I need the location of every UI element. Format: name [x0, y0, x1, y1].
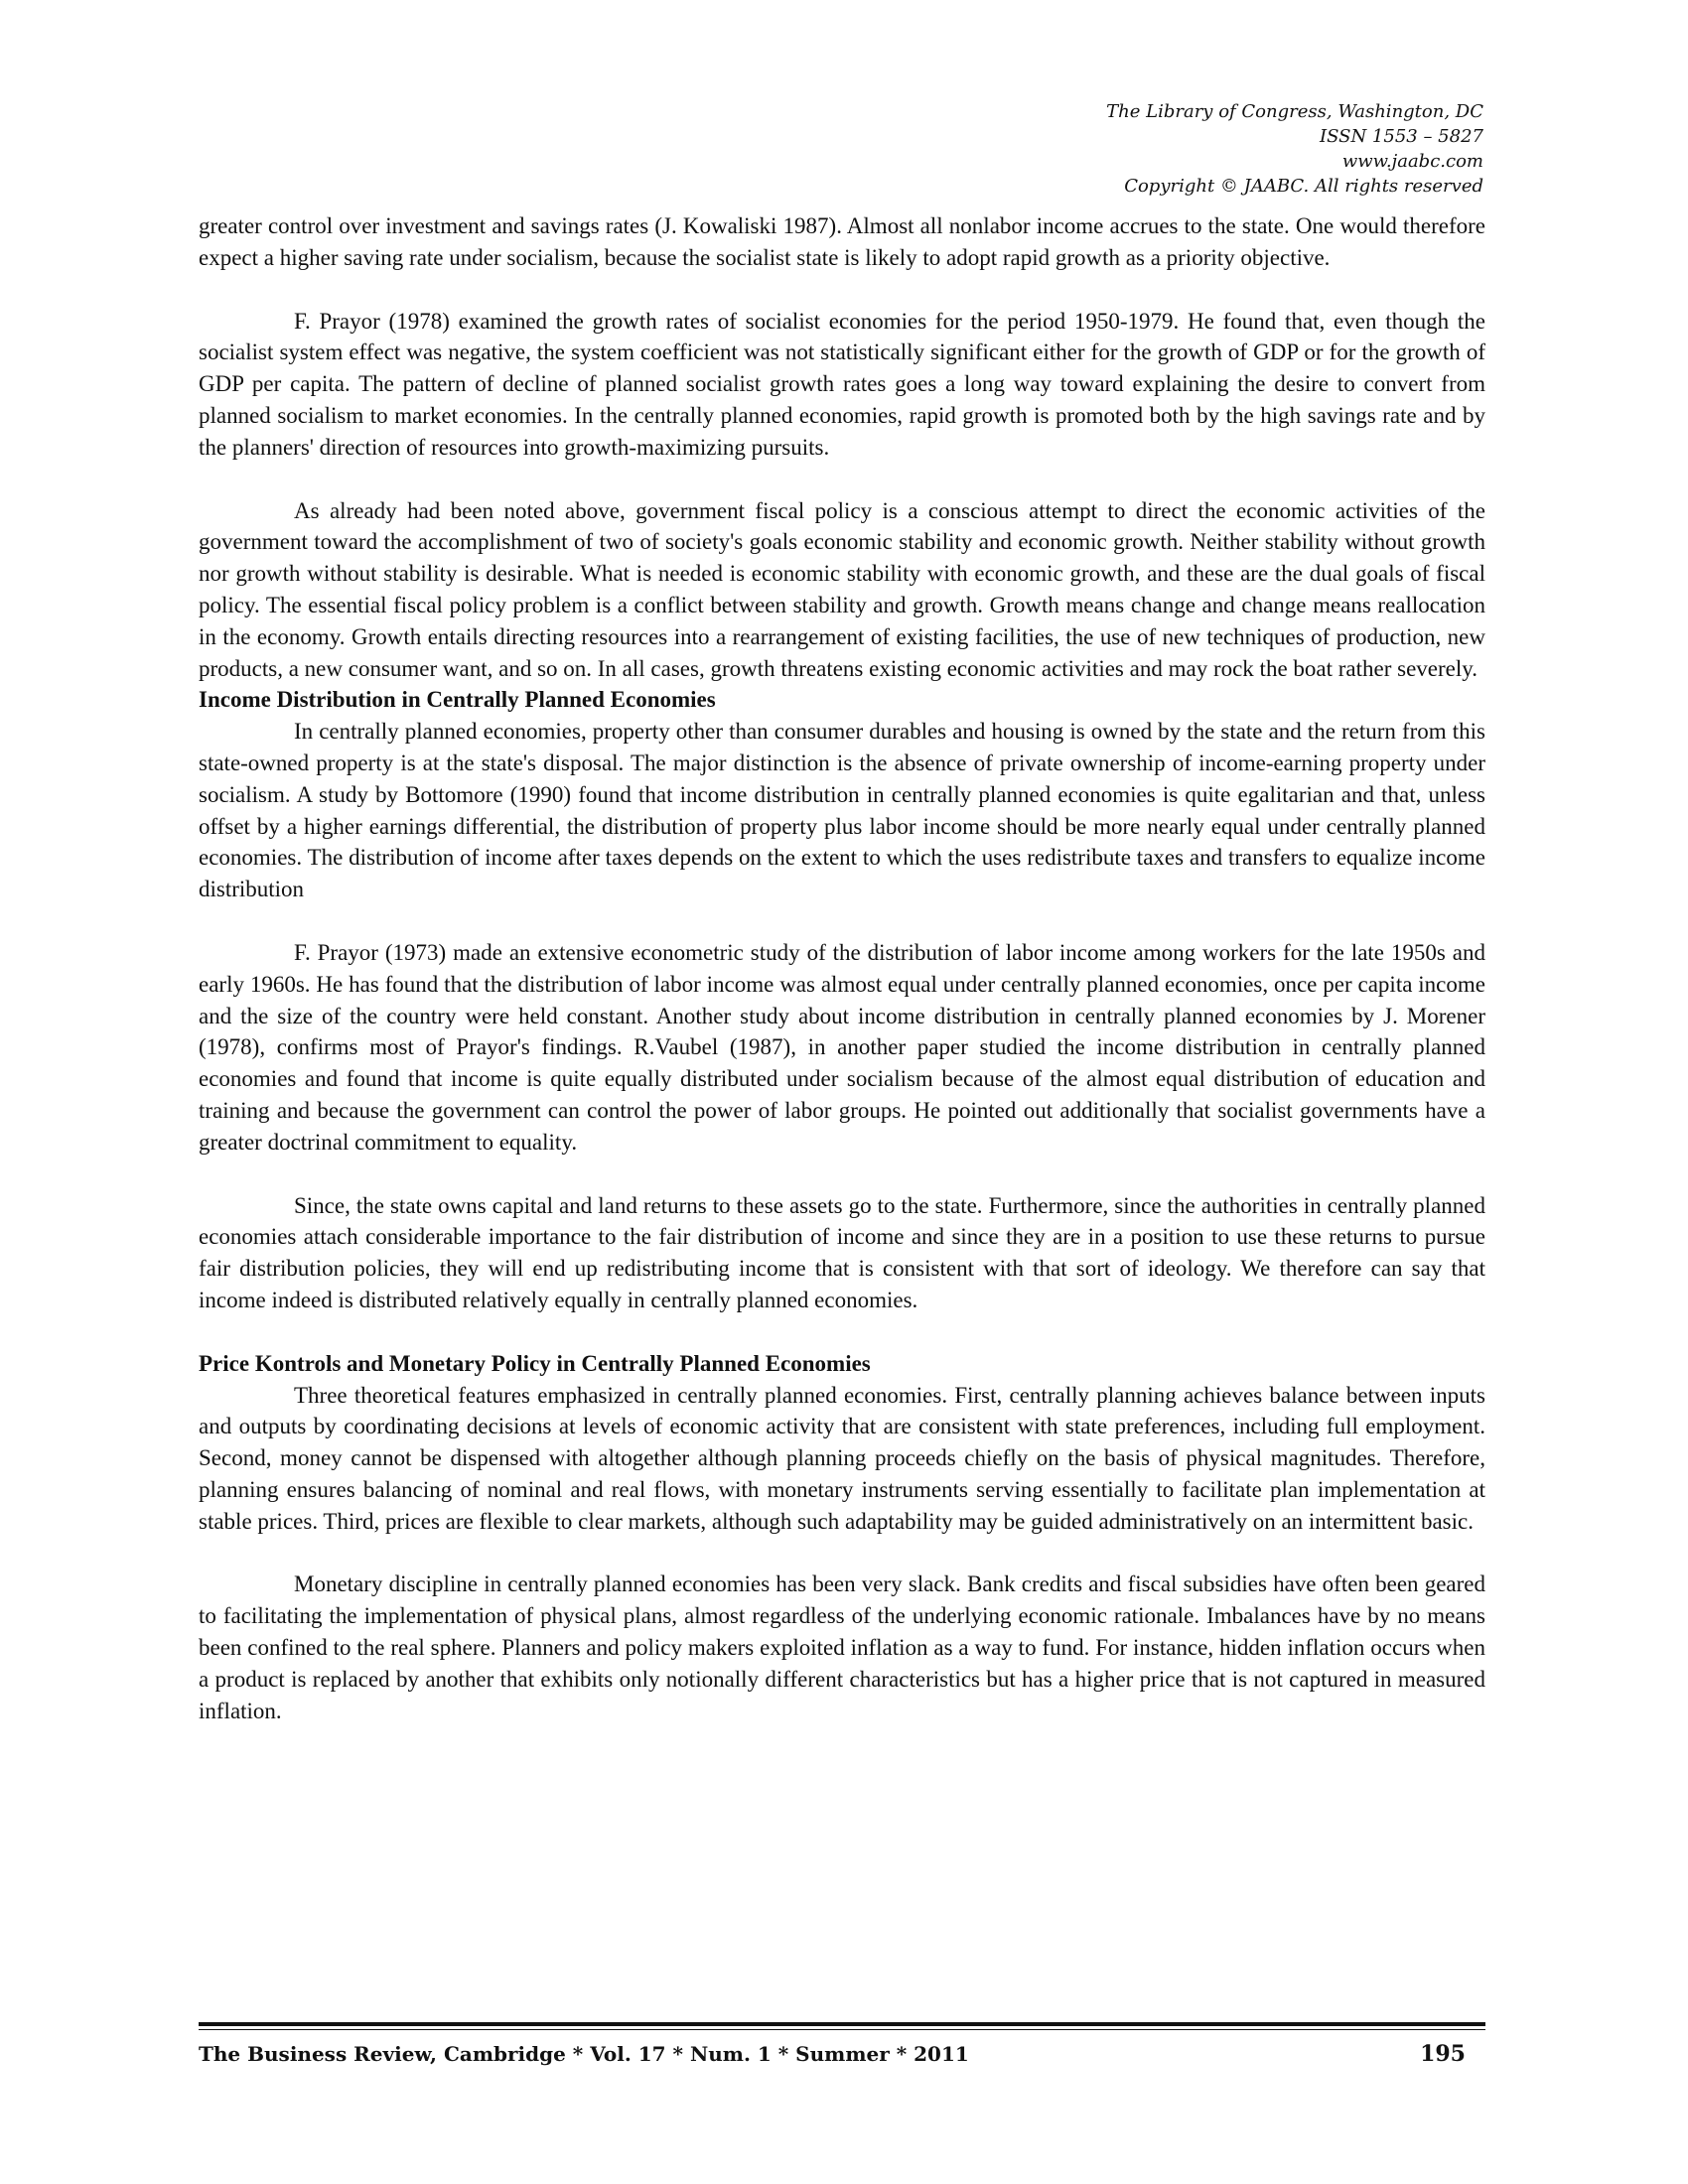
section-heading: Income Distribution in Centrally Planned Economies: [199, 687, 716, 713]
paragraph: F. Prayor (1978) examined the growth rates of socialist economies for the period 1950-1979. He found that, even though the socialist system effect was negative, the system coefficient was not statistically significant either for the growth of GDP or for the growth of GDP per capita. The pattern of decline of planned socialist growth rates goes a long way toward explaining the desire to convert from planned socialism to market economies. In the centrally planned economies, rapid growth is promoted both by the high savings rate and by the planners' direction of resources into growth-maximizing pursuits.: [199, 308, 1485, 460]
section-heading: Price Kontrols and Monetary Policy in Centrally Planned Economies: [199, 1350, 871, 1376]
page-number: 195: [1420, 2041, 1466, 2067]
article-body: [199, 210, 1485, 1726]
page-footer: [199, 2041, 1485, 2067]
journal-header: [1106, 99, 1483, 199]
header-line-2: ISSN 1553 – 5827: [1320, 126, 1483, 147]
paragraph: Monetary discipline in centrally planned economies has been very slack. Bank credits and fiscal subsidies have often been geared to facilitating the implementation of physical plans, almost regardless of the underlying economic rationale. Imbalances have by no means been confined to the real sphere. Planners and policy makers exploited inflation as a way to fund. For instance, hidden inflation occurs when a product is replaced by another that exhibits only notionally different characteristics but has a higher price that is not captured in measured inflation.: [199, 1571, 1485, 1723]
header-line-1: The Library of Congress, Washington, DC: [1106, 101, 1483, 122]
footer-rule: [199, 2022, 1485, 2030]
paragraph: greater control over investment and savings rates (J. Kowaliski 1987). Almost all nonlabor income accrues to the state. One would therefore expect a higher saving rate under socialism, because the socialist state is likely to adopt rapid growth as a priority objective.: [199, 213, 1485, 270]
header-line-4: Copyright © JAABC. All rights reserved: [1124, 176, 1483, 197]
paragraph: Three theoretical features emphasized in centrally planned economies. First, centrally planning achieves balance between inputs and outputs by coordinating decisions at levels of economic activity that are consistent with state preferences, including full employment. Second, money cannot be dispensed with altogether although planning proceeds chiefly on the basis of physical magnitudes. Therefore, planning ensures balancing of nominal and real flows, with monetary instruments serving essentially to facilitate plan implementation at stable prices. Third, prices are flexible to clear markets, although such adaptability may be guided administratively on an intermittent basic.: [199, 1382, 1485, 1534]
header-line-3: www.jaabc.com: [1341, 151, 1483, 172]
footer-journal: The Business Review, Cambridge * Vol. 17 * Num. 1 * Summer * 2011: [199, 2042, 969, 2066]
paragraph: F. Prayor (1973) made an extensive econometric study of the distribution of labor income among workers for the late 1950s and early 1960s. He has found that the distribution of labor income was almost equal under centrally planned economies, once per capita income and the size of the country were held constant. Another study about income distribution in centrally planned economies by J. Morener (1978), confirms most of Prayor's findings. R.Vaubel (1987), in another paper studied the income distribution in centrally planned economies and found that income is quite equally distributed under socialism because of the almost equal distribution of education and training and because the government can control the power of labor groups. He pointed out additionally that socialist governments have a greater doctrinal commitment to equality.: [199, 939, 1485, 1155]
paragraph: As already had been noted above, government fiscal policy is a conscious attempt to direct the economic activities of the government toward the accomplishment of two of society's goals economic stability and economic growth. Neither stability without growth nor growth without stability is desirable. What is needed is economic stability with economic growth, and these are the dual goals of fiscal policy. The essential fiscal policy problem is a conflict between stability and growth. Growth means change and change means reallocation in the economy. Growth entails directing resources into a rearrangement of existing facilities, the use of new techniques of production, new products, a new consumer want, and so on. In all cases, growth threatens existing economic activities and may rock the boat rather severely.: [199, 497, 1485, 681]
paragraph: Since, the state owns capital and land returns to these assets go to the state. Furthermore, since the authorities in centrally planned economies attach considerable importance to the fair distribution of income and since they are in a position to use these returns to pursue fair distribution policies, they will end up redistributing income that is consistent with that sort of ideology. We therefore can say that income indeed is distributed relatively equally in centrally planned economies.: [199, 1192, 1485, 1312]
paragraph: In centrally planned economies, property other than consumer durables and housing is owned by the state and the return from this state-owned property is at the state's disposal. The major distinction is the absence of private ownership of income-earning property under socialism. A study by Bottomore (1990) found that income distribution in centrally planned economies is quite egalitarian and that, unless offset by a higher earnings differential, the distribution of property plus labor income should be more nearly equal under centrally planned economies. The distribution of income after taxes depends on the extent to which the uses redistribute taxes and transfers to equalize income distribution: [199, 719, 1485, 902]
